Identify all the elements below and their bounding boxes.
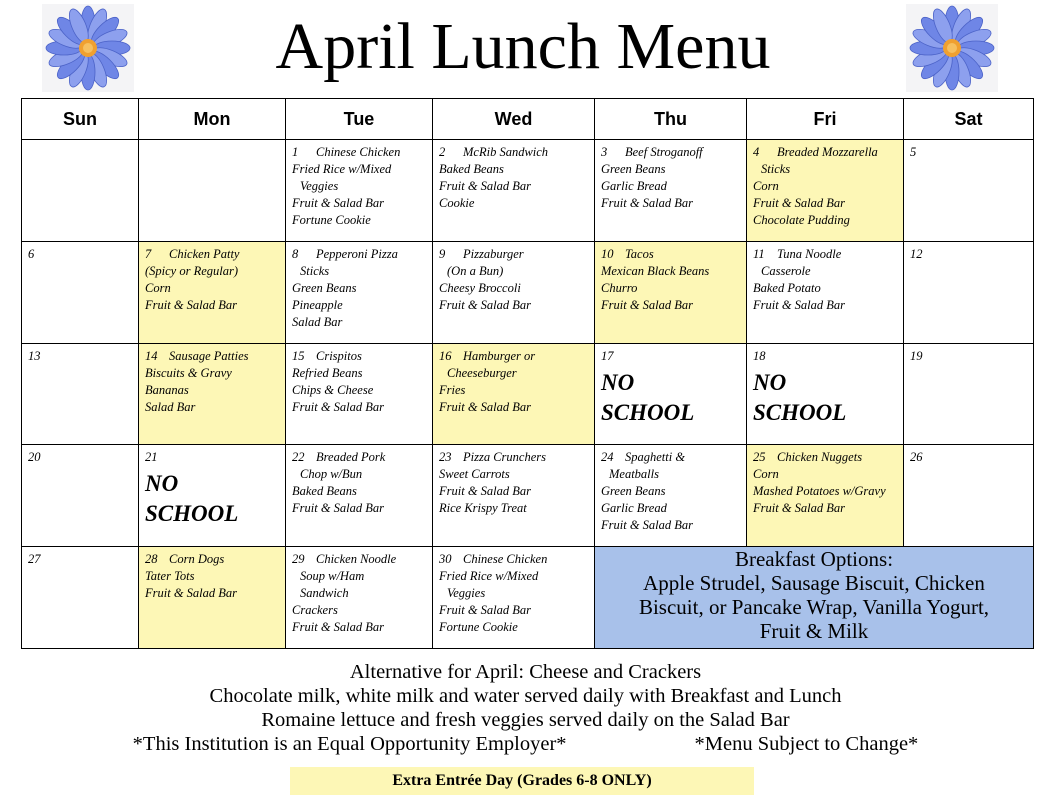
menu-item-text: Hamburger or: [463, 348, 536, 363]
day-header-sat: Sat: [904, 99, 1034, 140]
day-cell: [22, 547, 139, 649]
week-row: [22, 547, 1034, 649]
menu-item: [439, 449, 588, 466]
menu-item: [439, 246, 588, 263]
menu-item-text: Mexican Black Beans: [601, 263, 710, 278]
menu-item: [439, 161, 588, 178]
menu-item: [145, 297, 279, 314]
day-cell: [904, 445, 1034, 547]
menu-item: [753, 297, 897, 314]
menu-item-text: Corn: [145, 280, 171, 295]
day-cell: [22, 445, 139, 547]
day-number: 3: [601, 145, 608, 159]
menu-item: [601, 449, 740, 466]
menu-item-text: Cheeseburger: [447, 365, 517, 380]
menu-item-text: Fruit & Salad Bar: [145, 586, 238, 601]
menu-item-text: Green Beans: [601, 484, 666, 499]
page-title: April Lunch Menu: [275, 10, 771, 83]
menu-item-text: Fruit & Salad Bar: [753, 196, 846, 210]
menu-item-text: Bananas: [145, 382, 189, 397]
day-cell: [747, 343, 904, 445]
menu-item-text: Fruit & Salad Bar: [601, 297, 694, 312]
breakfast-line: Apple Strudel, Sausage Biscuit, Chicken: [643, 571, 985, 596]
day-cell: [139, 547, 286, 649]
day-cell: [433, 140, 595, 242]
menu-item: [753, 500, 897, 517]
menu-item: [145, 348, 279, 365]
day-cell-content: [904, 242, 1033, 263]
day-number: 9: [439, 246, 446, 261]
menu-item: [601, 263, 740, 280]
menu-item-text: Beef Stroganoff: [625, 145, 703, 159]
menu-item-text: (On a Bun): [447, 263, 504, 278]
week-row: [22, 241, 1034, 343]
day-cell: [433, 445, 595, 547]
menu-item-text: Fortune Cookie: [439, 620, 518, 635]
day-number: 5: [910, 145, 917, 159]
day-cell: [286, 343, 433, 445]
day-number: 10: [601, 246, 614, 261]
menu-item-text: Churro: [601, 280, 638, 295]
day-cell-content: [747, 445, 903, 517]
day-header-row: [22, 99, 1034, 140]
day-number: 12: [910, 246, 923, 261]
day-number: 24: [601, 450, 614, 465]
menu-item: [292, 602, 426, 619]
day-header-sun: Sun: [22, 99, 139, 140]
flower-icon: [42, 4, 134, 92]
footer-alternative: Alternative for April: Cheese and Crackers: [349, 661, 702, 683]
menu-item-text: Soup w/Ham: [300, 569, 365, 584]
menu-item-text: Corn: [753, 467, 779, 482]
day-cell-content: [904, 140, 1033, 161]
week-row: [22, 343, 1034, 445]
day-cell-content: [22, 242, 138, 263]
menu-item-text: Chinese Chicken: [463, 552, 548, 567]
menu-item-text: Chips & Cheese: [292, 382, 374, 397]
menu-item: [145, 568, 279, 585]
menu-item: [145, 551, 279, 568]
day-cell-content: [286, 242, 432, 331]
menu-item: [292, 297, 426, 314]
extra-entree-banner: Extra Entrée Day (Grades 6-8 ONLY): [290, 767, 754, 795]
menu-item: [753, 246, 897, 263]
breakfast-line: Biscuit, or Pancake Wrap, Vanilla Yogurt,: [638, 595, 990, 620]
menu-item-text: Fried Rice w/Mixed: [439, 569, 539, 584]
day-cell-content: [286, 547, 432, 636]
day-number: 17: [601, 348, 614, 363]
menu-item: [292, 280, 426, 297]
menu-item: [601, 161, 740, 178]
menu-item: [439, 619, 588, 636]
menu-item-text: Breaded Pork: [316, 450, 386, 465]
menu-item: [439, 551, 588, 568]
menu-item: [753, 212, 897, 229]
day-cell-content: [139, 547, 285, 602]
menu-item-text: Refried Beans: [292, 365, 363, 380]
no-school-word: SCHOOL: [601, 399, 695, 425]
menu-item: [753, 178, 897, 195]
menu-item: [601, 195, 740, 212]
menu-item: [145, 365, 279, 382]
menu-item-text: Sticks: [300, 263, 330, 278]
menu-item: [439, 178, 588, 195]
day-cell-content: [595, 445, 746, 534]
menu-item: [145, 280, 279, 297]
day-number: 22: [292, 450, 305, 465]
day-cell-content: [286, 344, 432, 416]
menu-item-text: Green Beans: [292, 280, 357, 295]
footer-salad-note: Romaine lettuce and fresh veggies served daily on the Salad Bar: [261, 709, 790, 731]
day-cell-content: [139, 344, 285, 416]
menu-item: [292, 585, 426, 602]
no-school-label: [753, 368, 897, 428]
menu-item: [292, 568, 426, 585]
menu-item-text: Fruit & Salad Bar: [601, 196, 694, 210]
menu-item: [601, 178, 740, 195]
day-cell-content: [139, 242, 285, 314]
day-cell: [433, 547, 595, 649]
week-row: [22, 140, 1034, 242]
day-cell: [139, 241, 286, 343]
footer-milk-note: Chocolate milk, white milk and water served daily with Breakfast and Lunch: [209, 685, 842, 707]
menu-item: [439, 399, 588, 416]
flower-icon: [906, 4, 998, 92]
menu-item: [439, 466, 588, 483]
menu-item-text: Sweet Carrots: [439, 467, 510, 482]
menu-item-text: Fruit & Salad Bar: [439, 399, 532, 414]
day-number: 13: [28, 348, 41, 363]
day-number: 26: [910, 450, 923, 465]
menu-item: [439, 280, 588, 297]
menu-item-text: Fruit & Salad Bar: [753, 297, 846, 312]
menu-item: [145, 399, 279, 416]
day-number: 25: [753, 450, 766, 465]
menu-item-text: Fruit & Salad Bar: [292, 620, 385, 635]
menu-item-text: Cheesy Broccoli: [439, 280, 521, 295]
day-number: 7: [145, 246, 152, 261]
menu-item: [601, 466, 740, 483]
menu-item-text: Pineapple: [292, 297, 343, 312]
menu-item: [601, 297, 740, 314]
menu-item-text: Fruit & Salad Bar: [292, 196, 385, 210]
day-number: 8: [292, 246, 299, 261]
no-school-word: SCHOOL: [753, 399, 847, 425]
day-number: 18: [753, 348, 766, 363]
menu-item-text: Fruit & Salad Bar: [439, 484, 532, 499]
breakfast-line: Fruit & Milk: [759, 619, 869, 644]
day-cell-content: [139, 445, 285, 529]
menu-item-text: Casserole: [761, 263, 811, 278]
no-school-word: NO: [753, 369, 787, 395]
menu-item-text: Chocolate Pudding: [753, 213, 850, 227]
day-number: 23: [439, 450, 452, 465]
day-cell-content: [22, 547, 138, 568]
menu-item-text: Green Beans: [601, 162, 666, 176]
day-cell: [139, 343, 286, 445]
menu-item: [753, 144, 897, 161]
day-number: 29: [292, 552, 305, 567]
day-cell-content: [595, 344, 746, 428]
menu-item: [292, 246, 426, 263]
flower-icon-graphic: [42, 4, 134, 92]
menu-item: [439, 365, 588, 382]
menu-item: [292, 551, 426, 568]
day-number: 21: [145, 450, 158, 465]
menu-item: [292, 161, 426, 178]
menu-item-text: Fruit & Salad Bar: [145, 297, 238, 312]
day-cell-content: [433, 547, 594, 636]
day-cell: [22, 140, 139, 242]
menu-item: [753, 466, 897, 483]
menu-item: [753, 195, 897, 212]
menu-item-text: Pepperoni Pizza: [316, 246, 398, 261]
menu-item: [439, 263, 588, 280]
menu-item-text: Tacos: [625, 246, 654, 261]
day-header-mon: Mon: [139, 99, 286, 140]
day-number: 16: [439, 348, 452, 363]
day-number: 14: [145, 348, 158, 363]
menu-item-text: Crackers: [292, 603, 338, 618]
menu-item: [753, 161, 897, 178]
menu-item: [439, 195, 588, 212]
menu-item-text: Breaded Mozzarella: [777, 145, 878, 159]
day-header-tue: Tue: [286, 99, 433, 140]
menu-item: [145, 382, 279, 399]
day-cell: [747, 140, 904, 242]
footer-disclaimer-row: [0, 732, 1051, 756]
menu-item-text: Chinese Chicken: [316, 145, 401, 159]
menu-item: [601, 246, 740, 263]
breakfast-options-box: [595, 547, 1034, 649]
menu-item-text: Salad Bar: [145, 399, 196, 414]
day-cell-content: [22, 344, 138, 365]
menu-item: [145, 585, 279, 602]
no-school-word: SCHOOL: [145, 501, 239, 527]
menu-item: [753, 263, 897, 280]
menu-item: [439, 602, 588, 619]
day-cell-content: [595, 140, 746, 212]
day-number: 11: [753, 246, 765, 261]
menu-item-text: Fruit & Salad Bar: [439, 603, 532, 618]
menu-item-text: Corn Dogs: [169, 552, 225, 567]
menu-item: [601, 280, 740, 297]
week-row: [22, 445, 1034, 547]
day-cell: [22, 241, 139, 343]
day-cell-content: [433, 445, 594, 517]
menu-item: [292, 449, 426, 466]
menu-item: [439, 483, 588, 500]
menu-item-text: Crispitos: [316, 348, 362, 363]
menu-item: [292, 263, 426, 280]
day-cell: [747, 241, 904, 343]
day-number: 2: [439, 145, 446, 159]
menu-item-text: Pizza Crunchers: [463, 450, 546, 465]
day-cell: [595, 241, 747, 343]
menu-item-text: Tuna Noodle: [777, 246, 842, 261]
flower-icon-graphic: [906, 4, 998, 92]
day-cell-content: [904, 445, 1033, 466]
day-cell-content: [747, 242, 903, 314]
day-number: 15: [292, 348, 305, 363]
menu-item: [292, 314, 426, 331]
day-cell: [595, 343, 747, 445]
day-cell: [286, 547, 433, 649]
menu-item-text: Sticks: [761, 162, 791, 176]
menu-item: [439, 500, 588, 517]
menu-item-text: Rice Krispy Treat: [439, 501, 527, 516]
menu-item: [439, 585, 588, 602]
no-school-label: [601, 368, 740, 428]
day-cell-content: [139, 140, 285, 144]
day-number: 4: [753, 145, 760, 159]
day-cell-content: [747, 344, 903, 428]
menu-item: [292, 178, 426, 195]
day-cell: [747, 445, 904, 547]
day-cell: [286, 140, 433, 242]
day-cell-content: [22, 140, 138, 144]
menu-item: [292, 365, 426, 382]
day-cell: [286, 445, 433, 547]
no-school-label: [145, 469, 279, 529]
menu-item-text: Chicken Nuggets: [777, 450, 863, 465]
menu-item: [292, 483, 426, 500]
day-cell: [904, 343, 1034, 445]
menu-item-text: Spaghetti &: [625, 450, 686, 465]
menu-item-text: Fruit & Salad Bar: [439, 179, 532, 193]
day-cell-content: [433, 242, 594, 314]
menu-item: [292, 195, 426, 212]
menu-item-text: Fruit & Salad Bar: [439, 297, 532, 312]
menu-item-text: Fruit & Salad Bar: [753, 501, 846, 516]
menu-item: [145, 246, 279, 263]
day-cell: [595, 445, 747, 547]
menu-item-text: Garlic Bread: [601, 179, 667, 193]
menu-item-text: Baked Beans: [439, 162, 504, 176]
day-cell-content: [747, 140, 903, 229]
menu-item: [439, 382, 588, 399]
menu-item-text: Baked Potato: [753, 280, 821, 295]
day-number: 6: [28, 246, 35, 261]
day-number: 28: [145, 552, 158, 567]
menu-item-text: Baked Beans: [292, 484, 357, 499]
menu-item: [601, 517, 740, 534]
day-header-wed: Wed: [433, 99, 595, 140]
day-number: 30: [439, 552, 452, 567]
menu-item-text: Fried Rice w/Mixed: [292, 162, 392, 176]
breakfast-title: Breakfast Options:: [734, 547, 894, 572]
menu-item-text: McRib Sandwich: [463, 145, 549, 159]
day-cell-content: [595, 242, 746, 314]
footer-equal-opportunity: *This Institution is an Equal Opportunity Employer*: [132, 733, 567, 755]
menu-item-text: Tater Tots: [145, 569, 195, 584]
day-cell-content: [22, 445, 138, 466]
menu-item: [753, 280, 897, 297]
menu-item: [292, 382, 426, 399]
day-number: 1: [292, 145, 299, 159]
day-cell: [433, 343, 595, 445]
footer-notes: [0, 660, 1051, 756]
menu-item-text: (Spicy or Regular): [145, 263, 239, 278]
day-cell: [595, 140, 747, 242]
day-cell-content: [433, 140, 594, 212]
day-cell: [22, 343, 139, 445]
menu-item: [292, 348, 426, 365]
menu-item-text: Chop w/Bun: [300, 467, 363, 482]
no-school-word: NO: [601, 369, 635, 395]
menu-item-text: Fries: [439, 382, 466, 397]
day-cell-content: [904, 344, 1033, 365]
calendar-table: [21, 98, 1034, 649]
menu-item: [292, 500, 426, 517]
menu-item-text: Sausage Patties: [169, 348, 249, 363]
day-header-thu: Thu: [595, 99, 747, 140]
menu-item-text: Fruit & Salad Bar: [292, 399, 385, 414]
menu-item-text: Pizzaburger: [463, 246, 524, 261]
day-cell-content: [286, 140, 432, 229]
day-cell-content: [286, 445, 432, 517]
menu-item: [292, 466, 426, 483]
menu-item: [292, 144, 426, 161]
day-cell: [139, 445, 286, 547]
menu-item: [601, 500, 740, 517]
menu-item-text: Biscuits & Gravy: [145, 365, 232, 380]
day-header-fri: Fri: [747, 99, 904, 140]
day-number: 27: [28, 552, 41, 567]
menu-item: [292, 212, 426, 229]
menu-item: [753, 483, 897, 500]
day-cell: [139, 140, 286, 242]
menu-item: [439, 144, 588, 161]
day-cell: [904, 241, 1034, 343]
menu-item-text: Fortune Cookie: [292, 213, 371, 227]
menu-item: [601, 483, 740, 500]
menu-item-text: Corn: [753, 179, 779, 193]
menu-item-text: Veggies: [447, 586, 486, 601]
menu-item-text: Meatballs: [609, 467, 659, 482]
menu-item: [439, 348, 588, 365]
footer-subject-to-change: *Menu Subject to Change*: [694, 733, 919, 755]
menu-item: [439, 297, 588, 314]
day-number: 20: [28, 450, 41, 465]
menu-item-text: Chicken Noodle: [316, 552, 397, 567]
menu-item: [292, 399, 426, 416]
menu-item: [439, 568, 588, 585]
day-cell-content: [433, 344, 594, 416]
day-cell: [904, 140, 1034, 242]
day-cell: [286, 241, 433, 343]
menu-item: [601, 144, 740, 161]
menu-item: [292, 619, 426, 636]
menu-item-text: Sandwich: [300, 586, 349, 601]
menu-item-text: Salad Bar: [292, 314, 343, 329]
menu-item-text: Fruit & Salad Bar: [601, 518, 694, 533]
menu-item-text: Cookie: [439, 196, 475, 210]
menu-item-text: Mashed Potatoes w/Gravy: [753, 484, 886, 499]
menu-item-text: Veggies: [300, 179, 339, 193]
menu-item: [753, 449, 897, 466]
no-school-word: NO: [145, 471, 179, 497]
menu-item-text: Garlic Bread: [601, 501, 667, 516]
day-cell: [433, 241, 595, 343]
menu-item: [145, 263, 279, 280]
day-number: 19: [910, 348, 923, 363]
menu-item-text: Chicken Patty: [169, 246, 240, 261]
menu-item-text: Fruit & Salad Bar: [292, 501, 385, 516]
